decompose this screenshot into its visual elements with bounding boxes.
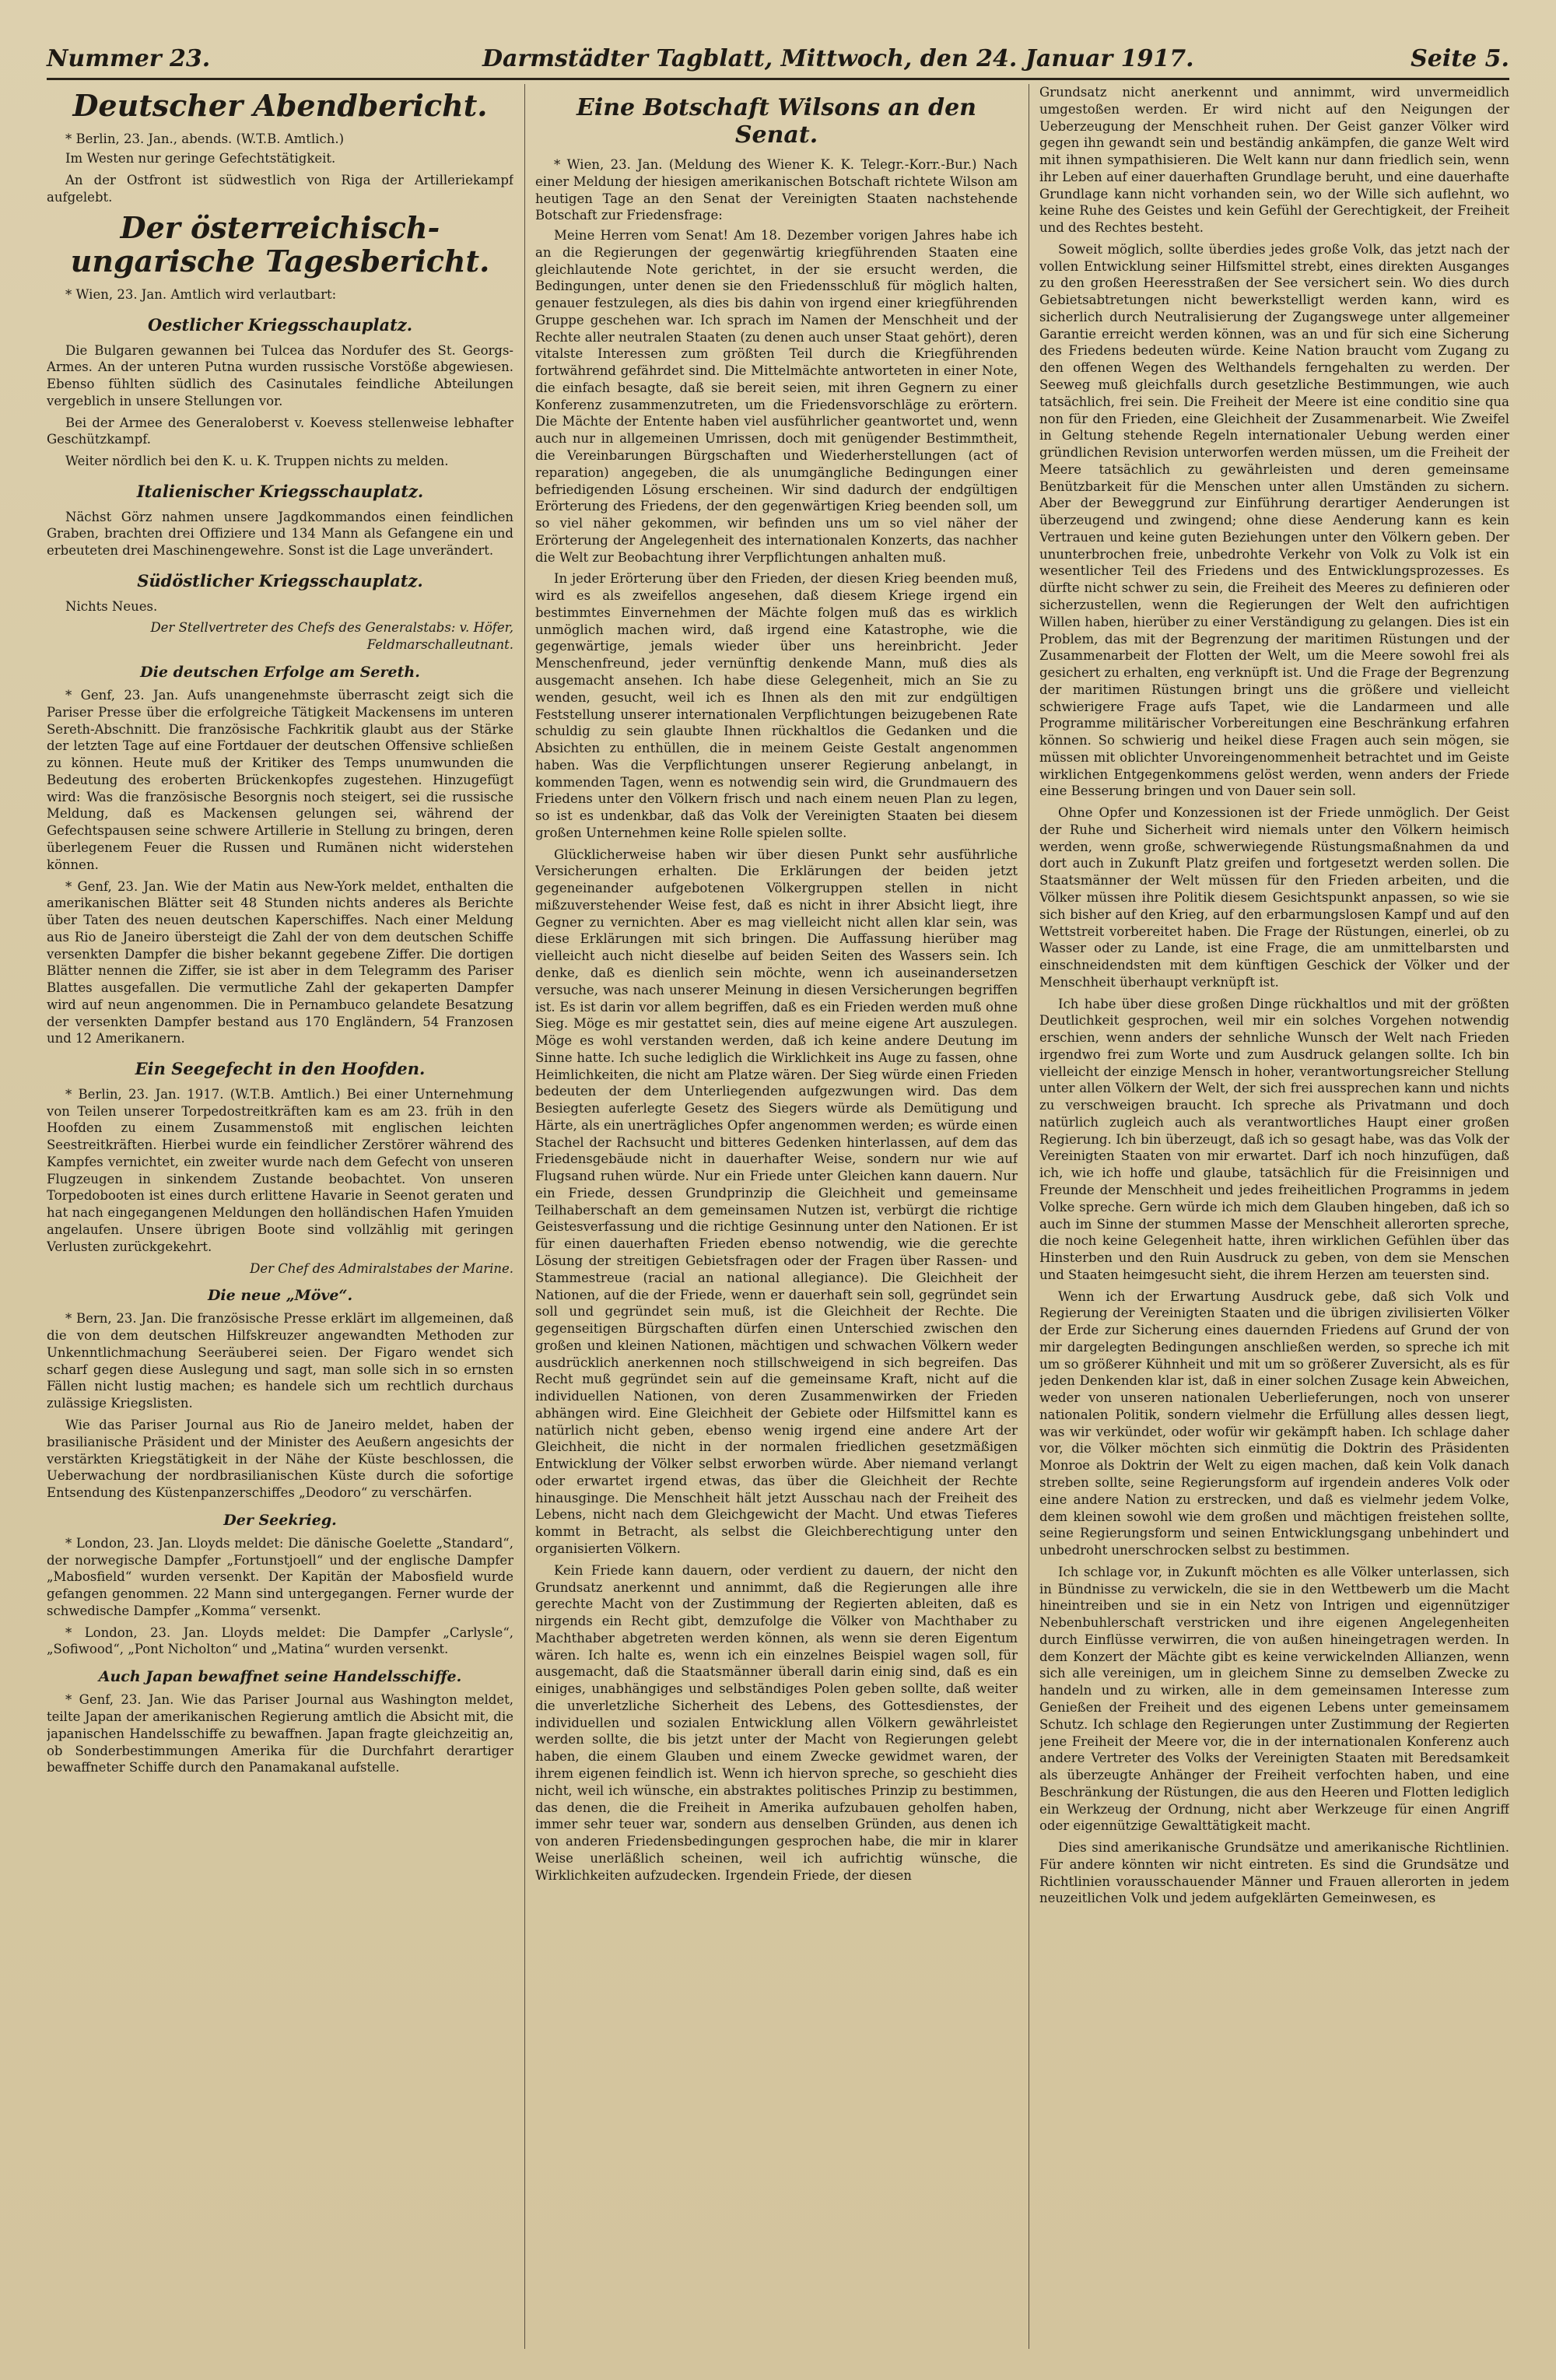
dateline: * Wien, 23. Jan. Amtlich wird verlautbart:	[65, 287, 337, 303]
paragraph: Kein Friede kann dauern, oder verdient zu dauern, der nicht den Grundsatz anerkennt und annimmt, daß die Regierungen alle ihre gerechte Macht von der Zustimmung der Regierten ableiten, daß es nirgends ein Recht gibt, demzufolge die Völker von Machthaber zu Machthaber abgetreten werden können, als wenn sie deren Eigentum wären. Ich halte es, wenn ich ein einzelnes Beispiel wagen soll, für ausgemacht, daß die Staatsmänner überall darin einig sind, daß es ein einiges, unabhängiges und selbständiges Polen geben sollte, daß weiter die unverletzliche Sicherheit des Lebens, des Gottesdienstes, der individuellen und sozialen Entwicklung allen Völkern gewährleistet werden sollte, die bis jetzt unter der Macht von Regierungen gelebt haben, die einem Glauben und einem Zwecke gewidmet waren, der ihrem eigenen feindlich ist. Wenn ich hiervon spreche, so geschieht dies nicht, weil ich wünsche, ein abstraktes politisches Prinzip zu bestimmen, das denen, die die Freiheit in Amerika aufzubauen geholfen haben, immer sehr teuer war, sondern aus denselben Gründen, aus denen ich von anderen Friedensbedingungen gesprochen habe, die mir in klarer Weise unerläßlich scheinen, weil ich aufrichtig wünsche, die Wirklichkeiten aufzudecken. Irgendein Friede, der diesen	[535, 1562, 1018, 1883]
paragraph: * Genf, 23. Jan. Wie das Pariser Journal aus Washington meldet, teilte Japan der amerikanischen Regierung amtlich die Absicht mit, die japanischen Handelsschiffe zu bewaffnen. Japan fragte gleichzeitig an, ob Sonderbestimmungen Amerika für die Durchfahrt derartiger bewaffneter Schiffe durch den Panamakanal aufstelle.	[47, 1692, 513, 1775]
paragraph: Ich schlage vor, in Zukunft möchten es alle Völker unterlassen, sich in Bündnisse zu verwickeln, die sie in den Wettbewerb um die Macht hineintreiben und sie in ein Netz von Intrigen und eigennütziger Nebenbuhlerschaft verstricken und ihre eigenen Angelegenheiten durch Einflüsse verwirren, die von außen hineingetragen werden. In dem Konzert der Mächte gibt es keine verwickelnden Allianzen, wenn sich alle vereinigen, um in gleichem Sinne zu demselben Zwecke zu handeln und zu wirken, alle in dem gemeinsamen Interesse zum Genießen der Freiheit und des eigenen Lebens unter gemeinsamem Schutz. Ich schlage den Regierungen unter Zustimmung der Regierten jene Freiheit der Meere vor, die in der internationalen Konferenz auch andere Vertreter des Volks der Vereinigten Staaten mit Beredsamkeit als überzeugte Anhänger der Freiheit verfochten haben, und eine Beschränkung der Rüstungen, die aus den Heeren und Flotten lediglich ein Werkzeug der Ordnung, nicht aber Werkzeuge für einen Angriff oder eigennützige Gewalttätigkeit macht.	[1039, 1564, 1509, 1834]
paragraph: Ich habe über diese großen Dinge rückhaltlos und mit der größten Deutlichkeit gesprochen, weil mir ein solches Vorgehen notwendig erschien, wenn anders der sehnliche Wunsch der Welt nach Frieden irgendwo frei zum Worte und zum Ausdruck gelangen sollte. Ich bin vielleicht der einzige Mensch in hoher, verantwortungsreicher Stellung unter allen Völkern der Welt, der sich frei aussprechen kann und nichts zu verschweigen braucht. Ich spreche als Privatmann und doch natürlich zugleich auch als verantwortliches Haupt einer großen Regierung. Ich bin überzeugt, daß ich so gesagt habe, was das Volk der Vereinigten Staaten von mir erwartet. Darf ich noch hinzufügen, daß ich, wie ich hoffe und glaube, tatsächlich für die Freisinnigen und Freunde der Menschheit und jedes freiheitlichen Programms in jedem Volke spreche. Gern würde ich mich dem Glauben hingeben, daß ich so auch im Sinne der stummen Masse der Menschheit allerorten spreche, die noch keine Gelegenheit hatte, ihren wirklichen Gefühlen über das Hinsterben und den Ruin Ausdruck zu geben, von dem sie Menschen und Staaten heimgesucht sieht, die ihrem Herzen am teuersten sind.	[1039, 996, 1509, 1282]
article-title-abendbericht: Deutscher Abendbericht.	[72, 88, 488, 123]
article-title-seekrieg: Der Seekrieg.	[223, 1511, 337, 1529]
paragraph: Dies sind amerikanische Grundsätze und amerikanische Richtlinien. Für andere könnten wir nicht eintreten. Es sind die Grundsätze und Richtlinien vorausschauender Männer und Frauen allerorten in jedem neuzeitlichen Volk und jedem aufgeklärten Gemeinwesen, es	[1039, 1840, 1509, 1906]
paragraph: Nächst Görz nahmen unsere Jagdkommandos einen feindlichen Graben, brachten drei Offiziere und 134 Mann als Gefangene ein und erbeuteten drei Maschinengewehre. Sonst ist die Lage unverändert.	[47, 509, 513, 559]
dateline: * Berlin, 23. Jan., abends. (W.T.B. Amtlich.)	[65, 131, 345, 146]
masthead	[47, 40, 1509, 80]
paragraph: * Genf, 23. Jan. Aufs unangenehmste überrascht zeigt sich die Pariser Presse über die erfolgreiche Tätigkeit Mackensens im unteren Sereth-Abschnitt. Die französische Fachkritik glaubt aus der Stärke der letzten Tage auf eine Fortdauer der deutschen Offensive schließen zu können. Heute muß der Kritiker des Temps unumwunden die Bedeutung des eroberten Brückenkopfes zugestehen. Hinzugefügt wird: Was die französische Besorgnis noch steigert, sei die russische Meldung, daß es Mackensen gelungen sei, während der Gefechtspausen seine schwere Artillerie in Stellung zu bringen, deren überlegenem Feuer die Russen und Rumänen nicht widerstehen können.	[47, 688, 513, 872]
paragraph: Soweit möglich, sollte überdies jedes große Volk, das jetzt nach der vollen Entwicklung seiner Hilfsmittel strebt, eines direkten Ausganges zu den großen Heeresstraßen der See versichert sein. Wo dies durch Gebietsabtretungen nicht bewerkstelligt werden kann, wird es sicherlich durch Neutralisierung der Zugangswege unter allgemeiner Garantie erreicht werden können, was an und für sich eine Sicherung des Friedens bedeuten würde. Keine Nation braucht vom Zugang zu den offenen Wegen des Welthandels ferngehalten zu werden. Der Seeweg muß gleichfalls durch gesetzliche Bestimmungen, wie auch tatsächlich, frei sein. Die Freiheit der Meere ist eine conditio sine qua non für den Frieden, eine Gleichheit der Zusammenarbeit. Wie Zweifel in Geltung stehende Regeln internationaler Uebung werden einer gründlichen Revision unterworfen werden müssen, um die Freiheit der Meere tatsächlich zu gewährleisten und deren gemeinsame Benützbarkeit für die Menschen unter allen Umständen zu sichern. Aber der Beweggrund zur Einführung derartiger Aenderungen ist überzeugend und zwingend; ohne diese Aenderung kann es kein Vertrauen und keine guten Beziehungen unter den Völkern geben. Der ununterbrochen freie, unbedrohte Verkehr von Volk zu Volk ist ein wesentlicher Teil des Friedens und des Entwicklungsprozesses. Es dürfte nicht schwer zu sein, die Freiheit des Meeres zu definieren oder sicherzustellen, wenn die Regierungen der Welt den aufrichtigen Willen haben, hierüber zu einer Verständigung zu gelangen. Dies ist ein Problem, das mit der Begrenzung der maritimen Rüstungen und der Zusammenarbeit der Flotten der Welt, um die Meere sowohl frei als gesichert zu erhalten, eng verknüpft ist. Und die Frage der Begrenzung der maritimen Rüstungen bringt uns die größere und vielleicht schwierigere Frage aufs Tapet, wie die Landarmeen und alle Programme militärischer Vorbereitungen eine Beschränkung erfahren können. So schwierig und heikel diese Fragen auch sein mögen, sie müssen mit oblichter Unvoreingenommenheit betrachtet und im Geiste wirklichen Entgegenkommens gelöst werden, wenn anders der Friede eine Besserung bringen und von Dauer sein soll.	[1039, 241, 1509, 799]
article-title-sereth: Die deutschen Erfolge am Sereth.	[140, 664, 420, 681]
article-title-tagesbericht: Der österreichisch-ungarische Tagesbericht.	[70, 209, 490, 279]
paragraph: Die Bulgaren gewannen bei Tulcea das Nordufer des St. Georgs-Armes. An der unteren Putna wurden russische Vorstöße abgewiesen. Ebenso fühlten südlich des Casinutales feindliche Abteilungen vergeblich in unsere Stellungen vor.	[47, 342, 513, 408]
paragraph: * London, 23. Jan. Lloyds meldet: Die dänische Goelette „Standard“, der norwegische Dampfer „Fortunstjoell“ und der englische Dampfer „Mabosfield“ wurden versenkt. Der Kapitän der Mabosfield wurde gefangen genommen. 22 Mann sind untergegangen. Ferner wurde der schwedische Dampfer „Komma“ versenkt.	[47, 1535, 513, 1618]
section-heading: Italienischer Kriegsschauplatz.	[136, 481, 424, 501]
column-2	[535, 84, 1018, 2349]
article-title-moeve: Die neue „Möve“.	[207, 1287, 353, 1305]
section-heading: Südöstlicher Kriegsschauplatz.	[137, 570, 423, 591]
paragraph: In jeder Erörterung über den Frieden, der diesen Krieg beenden muß, wird es als zweifellos angesehen, daß diesem Kriege irgend ein bestimmtes Einvernehmen der Mächte folgen muß das es wirklich unmöglich machen wird, daß irgend eine Katastrophe, wie die gegenwärtige, jemals wieder über uns hereinbricht. Jeder Menschenfreund, jeder vernünftig denkende Mann, muß dies als ausgemacht ansehen. Ich habe diese Gelegenheit, mich an Sie zu wenden, gesucht, weil ich es Ihnen als den mit zur endgültigen Feststellung unserer internationalen Verpflichtungen beizugebenen Rate schuldig zu sein glaubte Ihnen rückhaltlos die Gedanken und die Absichten zu enthüllen, die in meinem Geiste Gestalt angenommen haben. Was die Verpflichtungen unserer Regierung anbelangt, in kommenden Tagen, wenn es notwendig sein wird, die Grundmauern des Friedens unter den Völkern frisch und nach einem neuen Plan zu legen, so ist es undenkbar, daß das Volk der Vereinigten Staaten bei diesem großen Unternehmen keine Rolle spielen sollte.	[535, 571, 1018, 840]
article-title-japan: Auch Japan bewaffnet seine Handelsschiffe.	[98, 1668, 462, 1686]
paragraph: * London, 23. Jan. Lloyds meldet: Die Dampfer „Carlysle“, „Sofiwood“, „Pont Nicholton“ und „Matina“ wurden versenkt.	[47, 1625, 513, 1657]
paragraph: Nichts Neues.	[65, 598, 158, 614]
column-1	[47, 84, 513, 2349]
paragraph: Glücklicherweise haben wir über diesen Punkt sehr ausführliche Versicherungen erhalten. Die Erklärungen der beiden jetzt gegeneinander aufgebotenen Völkergruppen stellen in nicht mißzuverstehender Weise fest, daß es nicht in ihrer Absicht liegt, ihre Gegner zu vernichten. Aber es mag vielleicht nicht allen klar sein, was diese Erklärungen mit sich bringen. Die Auffassung hierüber mag vielleicht auch nicht dieselbe auf beiden Seiten des Wassers sein. Ich denke, daß es dienlich sein möchte, wenn ich auseinandersetzen versuche, was nach unserer Meinung in diesen Versicherungen begriffen ist. Es ist darin vor allem begriffen, daß es ein Frieden werden muß ohne Sieg. Möge es mir gestattet sein, dies auf meine eigene Art auszulegen. Möge es wohl verstanden werden, daß ich keine andere Deutung im Sinne hatte. Ich suche lediglich die Wirklichkeit ins Auge zu fassen, ohne Heimlichkeiten, die nicht am Platze wären. Der Sieg würde einen Frieden bedeuten der dem Unterliegenden aufgezwungen wird. Das dem Besiegten auferlegte Gesetz des Siegers würde als Demütigung und Härte, als ein unerträgliches Opfer angenommen werden; es würde einen Stachel der Rachsucht und bitteres Gedenken hinterlassen, auf dem das Friedensgebäude nicht in dauerhafter Weise, sondern nur wie auf Flugsand ruhen würde. Nur ein Friede unter Gleichen kann dauern. Nur ein Friede, dessen Grundprinzip die Gleichheit und gemeinsame Teilhaberschaft an dem gemeinsamen Nutzen ist, verbürgt die richtige Geistesverfassung und die richtige Gesinnung unter den Nationen. Er ist für einen dauerhaften Frieden ebenso notwendig, wie die gerechte Lösung der streitigen Gebietsfragen oder der Fragen über Rassen- und Stammestreue (racial an national allegiance). Die Gleichheit der Nationen, auf die der Friede, wenn er dauerhaft sein soll, gegründet sein soll und gegründet sein muß, ist die Gleichheit der Rechte. Die gegenseitigen Bürgschaften dürfen einen Unterschied zwischen den großen und kleinen Nationen, mächtigen und schwachen Völkern weder ausdrücklich anerkennen noch stillschweigend in sich begreifen. Das Recht muß gegründet sein auf die gemeinsame Kraft, nicht auf die individuellen Nationen, von deren Zusammenwirken der Frieden abhängen wird. Eine Gleichheit der Gebiete oder Hilfsmittel kann es natürlich nicht geben, ebenso wenig irgend eine andere Art der Gleichheit, die nicht in der normalen friedlichen gesetzmäßigen Entwicklung der Völker selbst erworben würde. Aber niemand verlangt oder erwartet irgend etwas, das über die Gleichheit der Rechte hinausginge. Die Menschheit hält jetzt Ausschau nach der Freiheit des Lebens, nicht nach dem Gleichgewicht der Macht. Und etwas Tieferes kommt in Betracht, als selbst die Gleichberechtigung unter den organisierten Völkern.	[535, 846, 1018, 1557]
paragraph: Im Westen nur geringe Gefechtstätigkeit.	[65, 151, 336, 166]
paragraph: Meine Herren vom Senat! Am 18. Dezember vorigen Jahres habe ich an die Regierungen der gegenwärtig kriegführenden Staaten eine gleichlautende Note gerichtet, in der sie ersucht werden, die Bedingungen, unter denen sie den Friedensschluß für möglich halten, genauer festzulegen, als dies bis dahin von irgend einer kriegführenden Gruppe geschehen war. Ich sprach im Namen der Menschheit und der Rechte aller neutralen Staaten (zu denen auch unser Staat gehört), deren vitalste Interessen zum größten Teil durch die Kriegführenden fortwährend gefährdet sind. Die Mittelmächte antworteten in einer Note, die einfach besagte, daß sie bereit seien, mit ihren Gegnern zu einer Konferenz zusammenzutreten, um die Friedensvorschläge zu erörtern. Die Mächte der Entente haben viel ausführlicher geantwortet und, wenn auch nur in allgemeinen Umrissen, doch mit genügender Bestimmtheit, die Vereinbarungen Bürgschaften und Wiederherstellungen (act of reparation) angegeben, die als unumgängliche Bedingungen einer befriedigenden Lösung erscheinen. Wir sind dadurch der endgültigen Erörterung des Friedens, der den gegenwärtigen Krieg beenden soll, um so viel näher gekommen, wir befinden uns um so viel näher der Erörterung der Angelegenheit des internationalen Konzerts, das nachher die Welt zur Beobachtung ihrer Verpflichtungen anhalten muß.	[535, 228, 1018, 565]
paragraph: An der Ostfront ist südwestlich von Riga der Artilleriekampf aufgelebt.	[47, 173, 513, 205]
section-heading: Oestlicher Kriegsschauplatz.	[147, 314, 413, 335]
dateline: * Wien, 23. Jan. (Meldung des Wiener K. K. Telegr.-Korr.-Bur.) Nach einer Meldung der hiesigen amerikanischen Botschaft richtete Wilson am heutigen Tage an den Senat der Vereinigten Staaten nachstehende Botschaft zur Friedensfrage:	[535, 157, 1018, 223]
paragraph: * Berlin, 23. Jan. 1917. (W.T.B. Amtlich.) Bei einer Unternehmung von Teilen unserer Torpedostreitkräften kam es am 23. früh in den Hoofden zu einem Zusammenstoß mit englischen leichten Seestreitkräften. Hierbei wurde ein feindlicher Zerstörer während des Kampfes vernichtet, ein zweiter wurde nach dem Gefecht von unseren Flugzeugen in sinkendem Zustande beobachtet. Von unseren Torpedobooten ist eines durch erlittene Havarie in Seenot geraten und hat nach eingegangenen Meldungen den holländischen Hafen Ymuiden angelaufen. Unsere übrigen Boote sind vollzählig mit geringen Verlusten zurückgekehrt.	[47, 1086, 513, 1254]
paragraph: Wenn ich der Erwartung Ausdruck gebe, daß sich Volk und Regierung der Vereinigten Staaten und die übrigen zivilisierten Völker der Erde zur Sicherung eines dauernden Friedens auf Grund der von mir dargelegten Bedingungen anschließen werden, so spreche ich mit um so größerer Kühnheit und mit um so größerer Zuversicht, als es für jeden Denkenden klar ist, daß in einer solchen Zusage kein Abweichen, weder von unseren nationalen Ueberlieferungen, noch von unserer nationalen Politik, sondern vielmehr die Erfüllung alles dessen liegt, was wir verkündet, oder wofür wir gekämpft haben. Ich schlage daher vor, die Völker möchten sich einmütig die Doktrin des Präsidenten Monroe als Doktrin der Welt zu eigen machen, daß kein Volk danach streben sollte, seine Regierungsform auf irgendein anderes Volk oder eine andere Nation zu erstrecken, und daß es vielmehr jedem Volke, dem kleinen sowohl wie dem großen und mächtigen freistehen sollte, seine Regierungsform und seinen Entwicklungsgang unbehindert und unbedroht unerschrocken selbst zu bestimmen.	[1039, 1288, 1509, 1558]
issue-number: Nummer 23.	[47, 45, 211, 72]
paper-title: Darmstädter Tagblatt, Mittwoch, den 24. Januar 1917.	[482, 45, 1194, 72]
article-title-wilson: Eine Botschaft Wilsons an den Senat.	[576, 94, 976, 149]
signature: Der Stellvertreter des Chefs des Generalstabs: v. Höfer, Feldmarschalleutnant.	[150, 620, 513, 653]
paragraph: Grundsatz nicht anerkennt und annimmt, wird unvermeidlich umgestoßen werden. Er wird nicht auf den Neigungen der Ueberzeugung der Menschheit ruhen. Der Geist ganzer Völker wird gegen ihn gewandt sein und beständig ankämpfen, die ganze Welt wird mit ihnen sympathisieren. Die Welt kann nur dann friedlich sein, wenn ihr Leben auf einer dauerhaften Grundlage beruht, und eine dauerhafte Grundlage kann nicht vorhanden sein, wo der Wille sich auflehnt, wo keine Ruhe des Geistes und kein Gefühl der Gerechtigkeit, der Freiheit und des Rechtes besteht.	[1039, 85, 1509, 236]
signature: Der Chef des Admiralstabes der Marine.	[250, 1260, 513, 1276]
column-rule-1	[524, 84, 525, 2349]
paragraph: * Bern, 23. Jan. Die französische Presse erklärt im allgemeinen, daß die von dem deutschen Hilfskreuzer angewandten Methoden zur Unkenntlichmachung Seeräuberei seien. Der Figaro wendet sich scharf gegen diese Auslegung und sagt, man solle sich in so ernsten Fällen nicht lustig machen; es handele sich um rechtlich durchaus zulässige Kriegslisten.	[47, 1311, 513, 1411]
column-3	[1039, 84, 1509, 2349]
page-number: Seite 5.	[1411, 45, 1509, 72]
paragraph: Ohne Opfer und Konzessionen ist der Friede unmöglich. Der Geist der Ruhe und Sicherheit wird niemals unter den Völkern heimisch werden, wenn große, schwerwiegende Rüstungsmaßnahmen da und dort auch in Zukunft Platz greifen und fortgesetzt werden sollen. Die Staatsmänner der Welt müssen für den Frieden arbeiten, und die Völker müssen ihre Politik diesem Gesichtspunkt anpassen, so wie sie sich bisher auf den Krieg, auf den erbarmungslosen Kampf und auf den Wettstreit vorbereitet haben. Die Frage der Rüstungen, einerlei, ob zu Wasser oder zu Lande, ist eine Frage, die am unmittelbarsten und einschneidendsten mit dem künftigen Geschick der Völker und der Menschheit überhaupt verknüpft ist.	[1039, 805, 1509, 990]
paragraph: * Genf, 23. Jan. Wie der Matin aus New-York meldet, enthalten die amerikanischen Blätter seit 48 Stunden nichts anderes als Berichte über Taten des neuen deutschen Kaperschiffes. Nach einer Meldung aus Rio de Janeiro übersteigt die Zahl der von dem deutschen Schiffe versenkten Dampfer die bisher bekannt gegebene Ziffer. Die dortigen Blätter nennen die Ziffer, sie ist aber in dem Telegramm des Pariser Blattes ausgefallen. Die vermutliche Zahl der gekaperten Dampfer wird auf neun angenommen. Die in Pernambuco gelandete Besatzung der versenkten Dampfer bestand aus 170 Engländern, 54 Franzosen und 12 Amerikanern.	[47, 878, 513, 1046]
paragraph: Weiter nördlich bei den K. u. K. Truppen nichts zu melden.	[65, 454, 449, 469]
article-title-seegefecht: Ein Seegefecht in den Hoofden.	[135, 1059, 426, 1079]
paragraph: Bei der Armee des Generaloberst v. Koevess stellenweise lebhafter Geschützkampf.	[47, 415, 513, 447]
paragraph: Wie das Pariser Journal aus Rio de Janeiro meldet, haben der brasilianische Präsident und der Minister des Aeußern angesichts der verstärkten Kriegstätigkeit in der Nähe der Küste beschlossen, die Ueberwachung der nordbrasilianischen Küste durch die sofortige Entsendung des Küstenpanzerschiffes „Deodoro“ zu verschärfen.	[47, 1417, 513, 1501]
